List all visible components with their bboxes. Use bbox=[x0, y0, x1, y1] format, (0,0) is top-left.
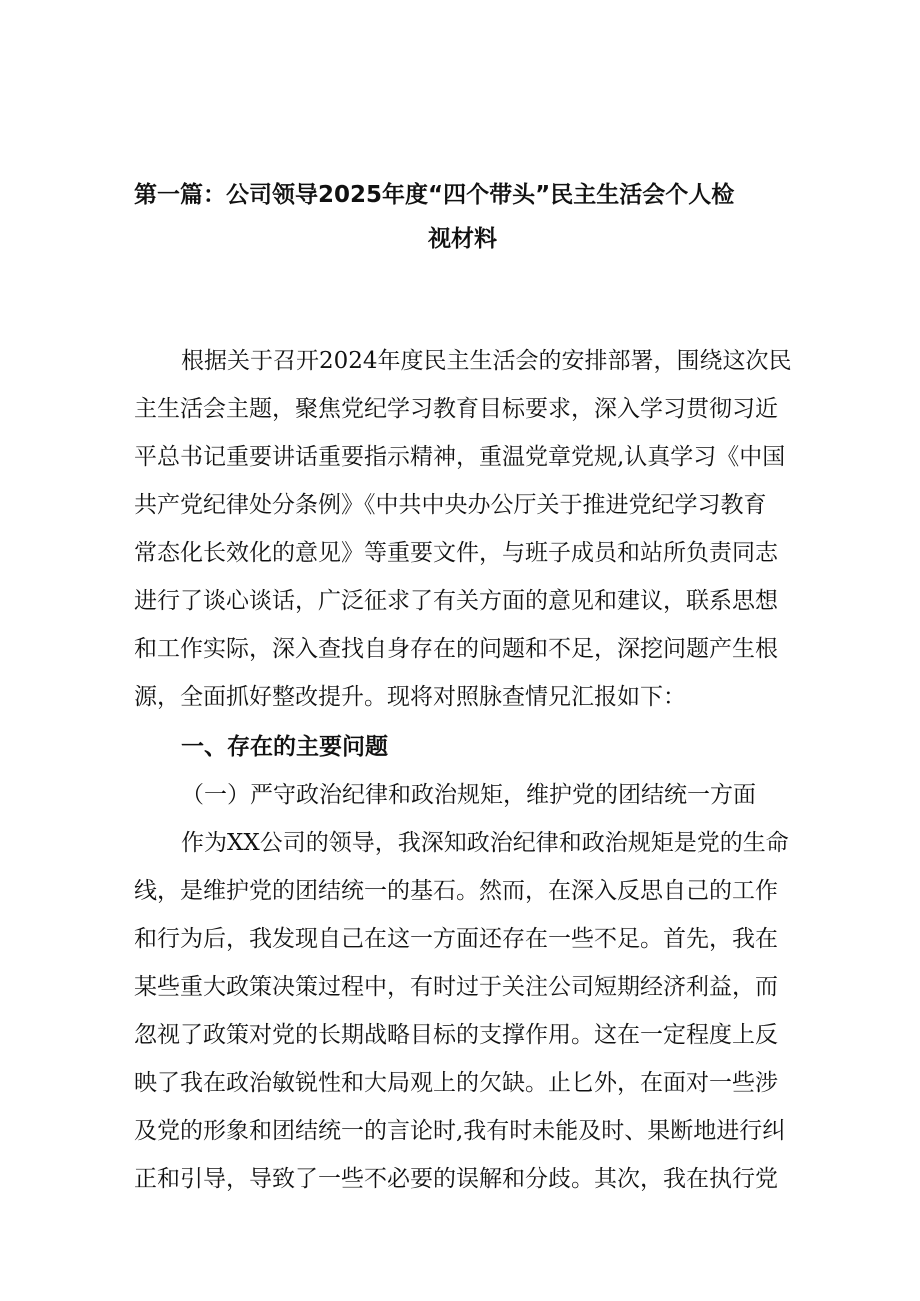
intro-paragraph-line: 共产党纪律处分条例》《中共中央办公厅关于推进党纪学习教育 bbox=[134, 492, 767, 518]
intro-paragraph-line: 进行了谈心谈话，广泛征求了有关方面的意见和建议，联系思想 bbox=[134, 588, 778, 614]
intro-paragraph-line: 平总书记重要讲话重要指示精神，重温党章党规,认真学习《中国 bbox=[134, 444, 786, 470]
intro-paragraph-line: 主生活会主题，聚焦党纪学习教育目标要求，深入学习贯彻习近 bbox=[134, 396, 778, 422]
body-paragraph-line: 及党的形象和团结统一的言论时,我有时未能及时、果断地进行纠 bbox=[134, 1118, 786, 1144]
body-paragraph-line: 映了我在政治敏锐性和大局观上的欠缺。止匕外，在面对一些涉 bbox=[134, 1070, 778, 1096]
document-title-line-1: 第一篇：公司领导2025年度“四个带头”民主生活会个人检 bbox=[134, 182, 735, 208]
section-heading: 一、存在的主要问题 bbox=[181, 734, 388, 760]
body-paragraph-line: 作为XX公司的领导，我深知政治纪律和政治规矩是党的生命 bbox=[181, 830, 789, 856]
body-paragraph-line: 线，是维护党的团结统一的基石。然而，在深入反思自己的工作 bbox=[134, 878, 778, 904]
document-title-line-2: 视材料 bbox=[428, 226, 497, 252]
body-paragraph-line: 正和引导，导致了一些不必要的误解和分歧。其次，我在执行党 bbox=[134, 1166, 778, 1192]
subsection-heading: （一）严守政治纪律和政治规矩，维护党的团结统一方面 bbox=[181, 782, 756, 808]
body-paragraph-line: 和行为后，我发现自己在这一方面还存在一些不足。首先，我在 bbox=[134, 926, 778, 952]
intro-paragraph-line: 常态化长效化的意见》等重要文件，与班子成员和站所负责同志 bbox=[134, 540, 778, 566]
intro-paragraph-line: 和工作实际，深入查找自身存在的问题和不足，深挖问题产生根 bbox=[134, 636, 778, 662]
body-paragraph-line: 忽视了政策对党的长期战略目标的支撑作用。这在一定程度上反 bbox=[134, 1022, 778, 1048]
intro-paragraph-line: 根据关于召开2024年度民主生活会的安排部署，围绕这次民 bbox=[181, 348, 792, 374]
body-paragraph-line: 某些重大政策决策过程中，有时过于关注公司短期经济利益，而 bbox=[134, 974, 778, 1000]
intro-paragraph-line: 源，全面抓好整改提升。现将对照脉查情兄汇报如下： bbox=[134, 684, 686, 710]
